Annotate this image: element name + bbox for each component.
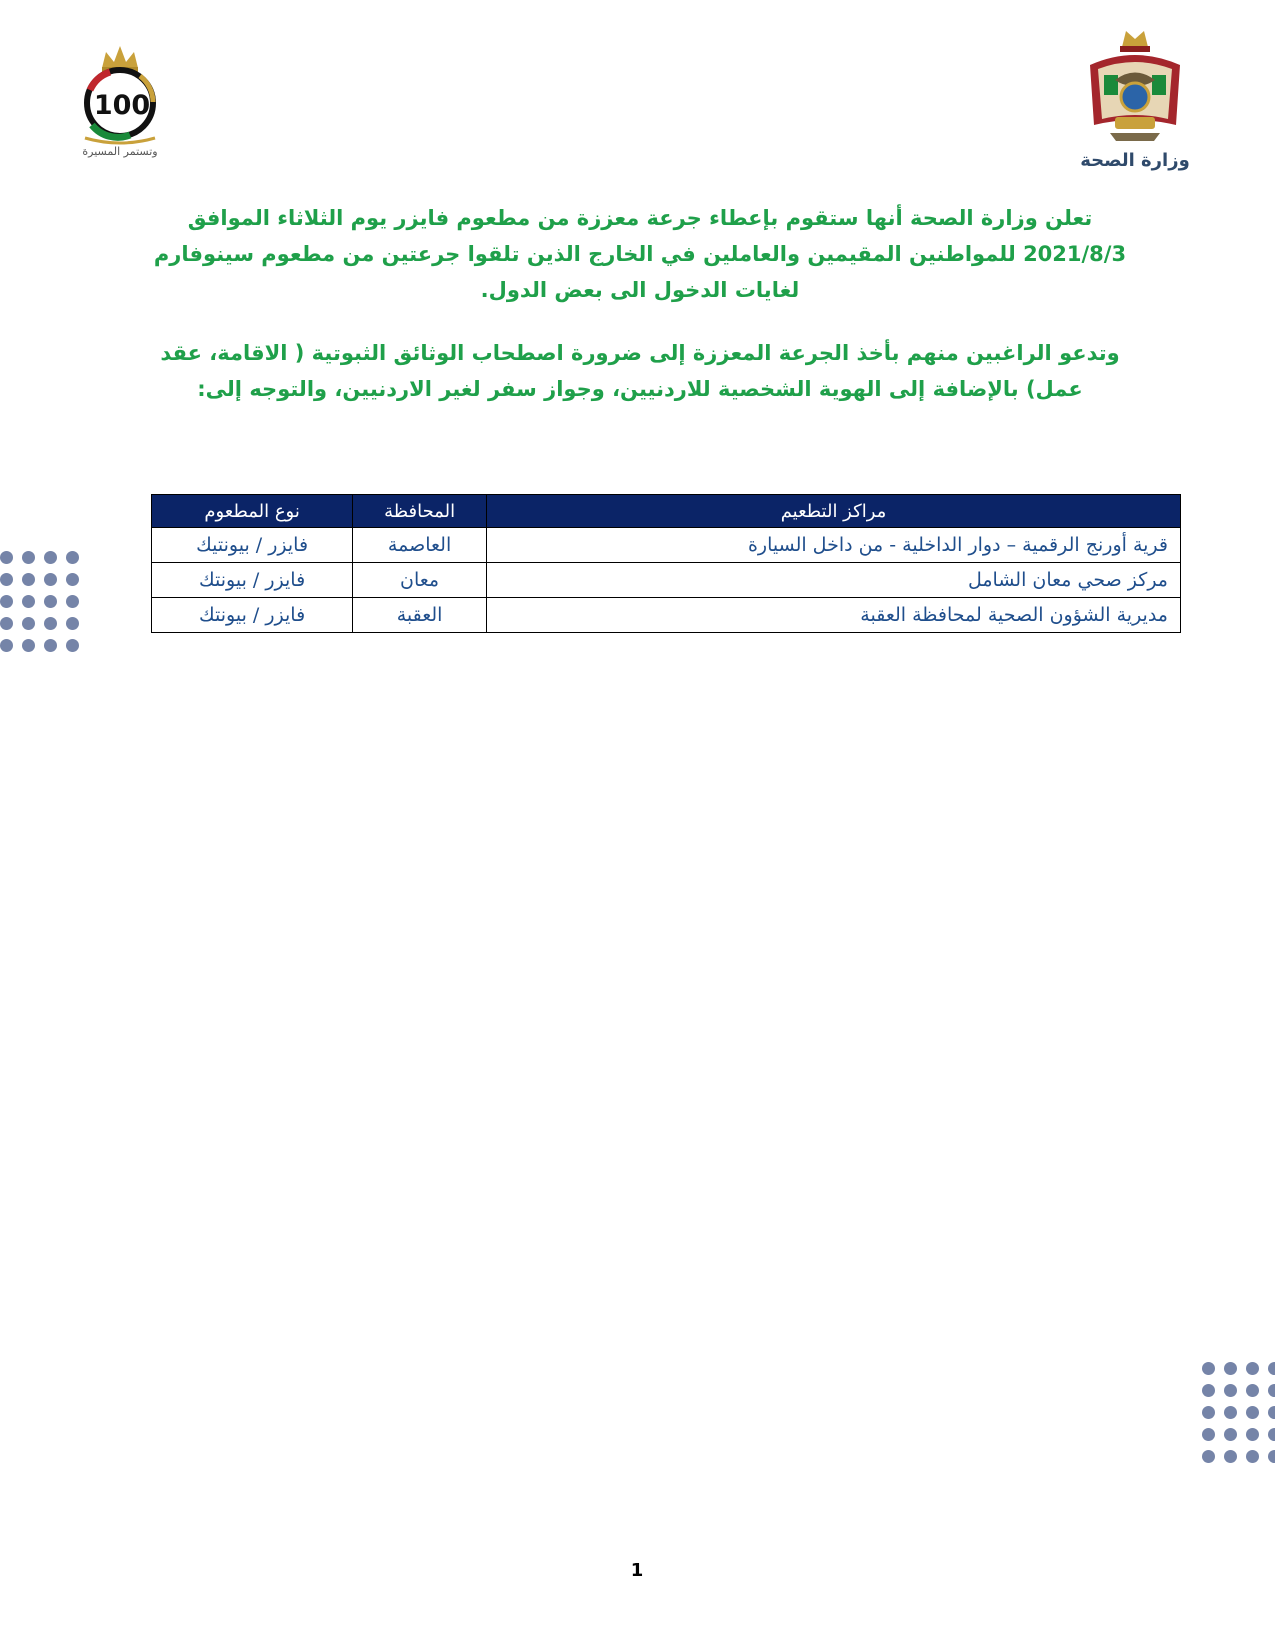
page-number: 1 <box>630 1560 644 1581</box>
logo-caption: وتستمر المسيرة <box>82 145 158 158</box>
decorative-dots-right <box>1202 1362 1275 1463</box>
cell-governorate: العاصمة <box>353 528 487 563</box>
cell-center: مركز صحي معان الشامل <box>486 563 1180 598</box>
cell-vaccine: فايزر / بيونتيك <box>152 528 353 563</box>
centennial-logo <box>70 40 170 165</box>
cell-governorate: العقبة <box>353 598 487 633</box>
ministry-name: وزارة الصحة <box>1080 150 1190 171</box>
table-header-row <box>152 495 1181 528</box>
logo-number: 100 <box>93 90 151 121</box>
centennial-100-icon <box>70 40 170 145</box>
decorative-dots-left <box>0 551 79 652</box>
announcement-paragraph-1: تعلن وزارة الصحة أنها ستقوم بإعطاء جرعة معززة من مطعوم فايزر يوم الثلاثاء الموافق 2021/8/3 للمواطنين المقيمين والعاملين في الخارج الذين تلقوا جرعتين من مطعوم سينوفارم لغايات الدخول الى بعض الدول. <box>153 206 1127 302</box>
cell-center: مديرية الشؤون الصحية لمحافظة العقبة <box>486 598 1180 633</box>
announcement-paragraph-2: وتدعو الراغبين منهم بأخذ الجرعة المعززة إلى ضرورة اصطحاب الوثائق الثبوتية ( الاقامة، عقد عمل) بالإضافة إلى الهوية الشخصية للاردنيين، وجواز سفر لغير الاردنيين، والتوجه إلى: <box>160 341 1120 401</box>
cell-vaccine: فايزر / بيونتك <box>152 563 353 598</box>
coat-of-arms-icon <box>1080 25 1190 145</box>
cell-vaccine: فايزر / بيونتك <box>152 598 353 633</box>
cell-center: قرية أورنج الرقمية – دوار الداخلية - من داخل السيارة <box>486 528 1180 563</box>
table-row <box>152 598 1181 633</box>
table-row <box>152 528 1181 563</box>
cell-governorate: معان <box>353 563 487 598</box>
vaccination-centers-table <box>151 494 1181 633</box>
header-governorate: المحافظة <box>353 495 487 528</box>
header-vaccine-type: نوع المطعوم <box>152 495 353 528</box>
ministry-logo <box>1080 25 1210 175</box>
header-vaccination-centers: مراكز التطعيم <box>486 495 1180 528</box>
table-row <box>152 563 1181 598</box>
